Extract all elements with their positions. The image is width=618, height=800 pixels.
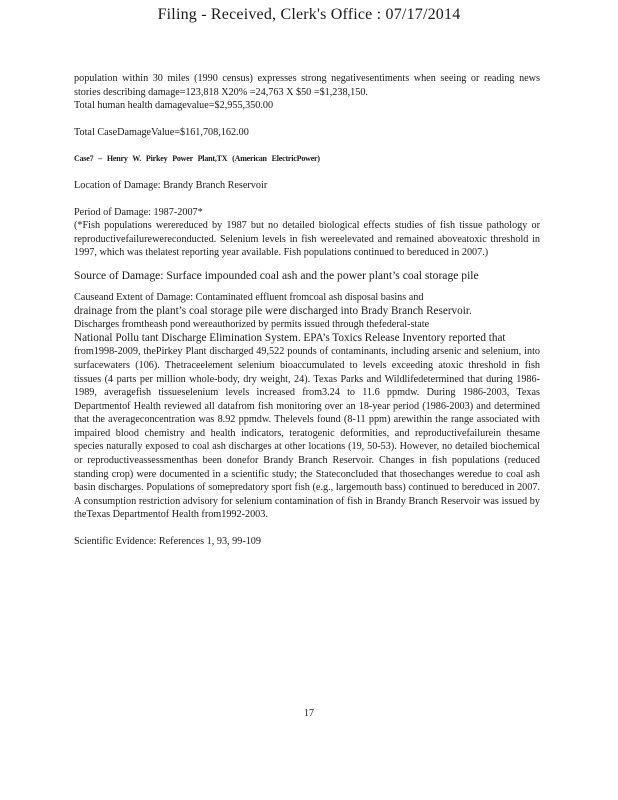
period-line: Period of Damage: 1987-2007* bbox=[74, 206, 203, 218]
scientific-evidence-line: Scientific Evidence: References 1, 93, 99-109 bbox=[74, 536, 261, 548]
document-body bbox=[74, 72, 540, 549]
source-heading: Source of Damage: Surface impounded coal ash and the power plant’s coal storage pile bbox=[74, 268, 479, 282]
filing-header: Filing - Received, Clerk's Office : 07/17/2014 bbox=[157, 6, 461, 23]
cause-line-1: Causeand Extent of Damage: Contaminated effluent fromcoal ash disposal basins and bbox=[74, 291, 424, 303]
total-case-damage-line: Total CaseDamageValue=$161,708,162.00 bbox=[74, 126, 249, 138]
cause-line-3: Discharges fromtheash pond wereauthorized by permits issued through thefederal-state bbox=[74, 319, 430, 331]
location-line: Location of Damage: Brandy Branch Reservoir bbox=[74, 179, 268, 191]
intro-paragraph: population within 30 miles (1990 census) expresses strong negativesentiments when seeing or reading news stories describing damage=123,818 X20% =24,763 X $50 =$1,238,150. bbox=[74, 73, 540, 98]
case-title: Case7 – Henry W. Pirkey Power Plant,TX (American ElectricPower) bbox=[74, 154, 320, 164]
page-number: 17 bbox=[304, 708, 314, 719]
cause-line-4: National Pollu tant Discharge Elimination System. EPA’s Toxics Release Inventory reported that bbox=[74, 331, 506, 344]
cause-body: from1998-2009, thePirkey Plant discharged 49,522 pounds of contaminants, including arsenic and selenium, into surfacewaters (106). Thetraceelement selenium bioaccumulated to levels exceeding atoxic threshold in fish tissues (4 parts per million whole-body, dry weight, 24). Texas Parks and Wildlifedetermined that during 1986-1989, averagefish tissueselenium levels increased from3.24 to 11.6 ppmdw. During 1986-2003, Texas Departmentof Health reviewed all datafrom fish monitoring over an 18-year period (1986-2003) and determined that the averageconcentration was 8.92 ppmdw. Thelevels found (8-11 ppm) arewithin the range associated with impaired blood chemistry and health indicators, teratogenic deformities, and reproductivefailurein thesame species naturally exposed to coal ash discharges at other locations (19, 50-53). However, no detailed biochemical or reproductiveassessmenthas been donefor Brandy Branch Reservoir. Changes in fish populations (reduced standing crop) were documented in a scientific study; the Stateconcluded that thosechanges weredue to coal ash basin discharges. Populations of somepredatory sport fish (e.g., largemouth bass) continued to bereduced in 2007. A consumption restriction advisory for selenium contamination of fish in Brandy Branch Reservoir was issued by theTexas Departmentof Health from1992-2003. bbox=[74, 346, 540, 521]
period-note: (*Fish populations werereduced by 1987 but no detailed biological effects studies of fish tissue pathology or reproductivefailurewereconducted. Selenium levels in fish wereelevated and remained aboveatoxic threshold in 1997, which was thelatest reporting year available. Fish populations continued to bereduced in 2007.) bbox=[74, 220, 540, 259]
total-human-health-line: Total human health damagevalue=$2,955,350.00 bbox=[74, 100, 274, 112]
cause-line-2: drainage from the plant’s coal storage pile were discharged into Brady Branch Reservoir. bbox=[74, 304, 472, 317]
cause-paragraph bbox=[74, 291, 540, 522]
